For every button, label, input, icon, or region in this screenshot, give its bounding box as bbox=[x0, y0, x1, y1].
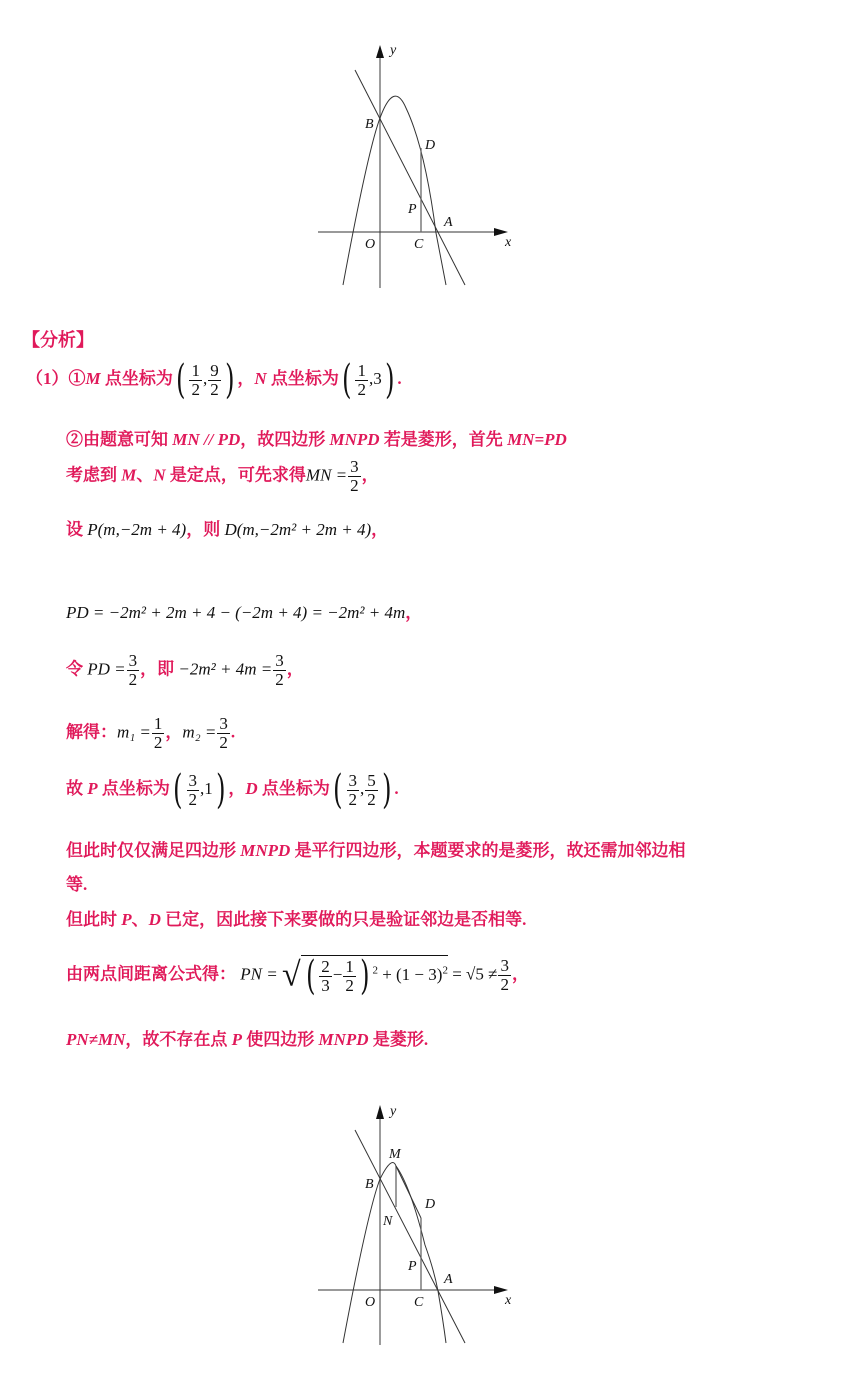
part1-line: （1）①M 点坐标为( $\frac{1}{2}$ , $\frac{9}{2}$ ) ，N 点坐标为( $\frac{1}{2}$ ,3) . bbox=[26, 357, 402, 403]
text: ，故四边形 bbox=[240, 430, 330, 449]
line-4 bbox=[66, 515, 388, 540]
text: ， bbox=[228, 778, 246, 798]
line-9 bbox=[66, 836, 686, 861]
line-12 bbox=[66, 1025, 428, 1050]
svg-text:y: y bbox=[390, 1104, 397, 1119]
text: ，即 bbox=[140, 659, 179, 679]
fraction: $\frac{5}{2}$ bbox=[367, 770, 376, 809]
svg-text:P: P bbox=[408, 1259, 417, 1274]
text: 是菱形. bbox=[368, 1030, 429, 1049]
text: 点坐标为 bbox=[266, 368, 339, 388]
svg-text:O: O bbox=[365, 237, 376, 252]
svg-text:D: D bbox=[425, 138, 436, 153]
text: 、 bbox=[136, 465, 154, 485]
paren: ( bbox=[305, 953, 316, 999]
text: ， bbox=[511, 964, 529, 984]
math-expr: MN = bbox=[305, 465, 348, 485]
math-expr: P(m,−2m + 4) bbox=[87, 520, 187, 539]
svg-text:O: O bbox=[365, 1295, 376, 1310]
paren: ( bbox=[333, 767, 343, 813]
math-expr: m₂ = bbox=[182, 722, 217, 742]
paren: ( bbox=[175, 357, 186, 403]
text: 使四边形 bbox=[242, 1030, 319, 1049]
math-expr: PN = bbox=[240, 964, 278, 984]
text: 点坐标为 bbox=[97, 778, 170, 798]
fraction: $\frac{3}{2}$ bbox=[128, 651, 138, 689]
text: 考虑到 bbox=[66, 465, 122, 485]
text: . bbox=[394, 778, 399, 798]
line-11 bbox=[66, 953, 529, 999]
svg-text:P: P bbox=[408, 202, 417, 217]
point-P: P bbox=[121, 910, 132, 929]
math-expr: PD = −2m² + 2m + 4 − (−2m + 4) = −2m² + 4m bbox=[66, 603, 406, 622]
text: ， bbox=[286, 659, 304, 679]
point-P: P bbox=[87, 778, 98, 798]
text: ， bbox=[371, 520, 389, 539]
text: 设 bbox=[66, 520, 88, 539]
svg-text:B: B bbox=[365, 1177, 374, 1192]
text: ， bbox=[165, 722, 183, 742]
line-9-cont: 等. bbox=[66, 875, 88, 894]
text: ， bbox=[237, 368, 255, 388]
paren: ) bbox=[215, 767, 226, 813]
point-D: D bbox=[245, 778, 258, 798]
text: ， bbox=[361, 465, 379, 485]
math-expr: M bbox=[121, 465, 137, 485]
svg-text:x: x bbox=[505, 1293, 512, 1308]
paren: ) bbox=[224, 357, 235, 403]
paren: ( bbox=[173, 767, 183, 813]
fraction: $\frac{3}{2}$ bbox=[500, 956, 509, 994]
paren: ( bbox=[341, 357, 352, 403]
graph-figure-bottom bbox=[310, 1095, 530, 1365]
svg-text:A: A bbox=[444, 215, 453, 230]
math-expr: MNPD bbox=[318, 1030, 369, 1049]
text: 但此时 bbox=[66, 910, 122, 929]
value: 1 bbox=[204, 778, 213, 798]
svg-text:A: A bbox=[444, 1272, 453, 1287]
text: 但此时仅仅满足四边形 bbox=[66, 841, 241, 860]
math-expr: MN // PD bbox=[172, 430, 241, 449]
text: ， bbox=[405, 603, 423, 622]
text: 故 bbox=[66, 778, 88, 798]
paren: ) bbox=[384, 357, 395, 403]
fraction: $\frac{3}{2}$ bbox=[350, 457, 359, 495]
line-6 bbox=[66, 652, 304, 689]
fraction: $\frac{1}{2}$ bbox=[191, 360, 200, 399]
math-expr: D(m,−2m² + 2m + 4) bbox=[224, 520, 372, 539]
text: 、 bbox=[131, 910, 149, 929]
text: 是平行四边形，本题要求的是菱形，故还需加邻边相 bbox=[290, 841, 686, 860]
line-5 bbox=[66, 598, 422, 623]
text: 是定点，可先求得 bbox=[165, 465, 306, 485]
math-expr: MNPD bbox=[240, 841, 291, 860]
fraction: $\frac{3}{2}$ bbox=[348, 770, 357, 809]
line-3 bbox=[66, 458, 379, 495]
paren: ) bbox=[359, 953, 370, 999]
fraction: $\frac{1}{2}$ bbox=[357, 360, 366, 399]
text: 由两点间距离公式得： bbox=[66, 964, 236, 984]
math-expr: MNPD bbox=[329, 430, 380, 449]
graph-figure-top bbox=[310, 30, 530, 300]
point-N: N bbox=[254, 368, 267, 388]
fraction: $\frac{9}{2}$ bbox=[210, 360, 219, 399]
fraction: $\frac{3}{2}$ bbox=[275, 651, 284, 689]
svg-text:y: y bbox=[390, 43, 397, 58]
text: ，则 bbox=[186, 520, 225, 539]
math-expr: = √5 ≠ bbox=[452, 964, 498, 984]
text: 点坐标为 bbox=[257, 778, 330, 798]
line-7 bbox=[66, 715, 235, 752]
text: 已定，因此接下来要做的只是验证邻边是否相等. bbox=[160, 910, 527, 929]
svg-text:M: M bbox=[389, 1147, 401, 1162]
text: 若是菱形，首先 bbox=[379, 430, 508, 449]
line-8: 故 P 点坐标为( $\frac{3}{2}$ ,1) ，D 点坐标为( $\frac{3}{2}$ , $\frac{5}{2}$ ) . bbox=[66, 767, 399, 813]
paren: ) bbox=[381, 767, 392, 813]
fraction: $\frac{1}{2}$ bbox=[153, 714, 163, 752]
math-expr: m₁ = bbox=[117, 722, 151, 742]
text: . bbox=[230, 722, 236, 742]
svg-text:N: N bbox=[383, 1214, 393, 1229]
line-2 bbox=[66, 425, 567, 450]
math-expr: PN≠MN bbox=[66, 1030, 126, 1049]
text: 点坐标为 bbox=[100, 368, 173, 388]
svg-text:B: B bbox=[365, 117, 374, 132]
sqrt-radicand: ( $\frac{2}{3}$ − $\frac{1}{2}$ ) $^2 + (1 - 3)^2$ bbox=[301, 955, 448, 996]
text: 解得： bbox=[66, 722, 117, 742]
text: ②由题意可知 bbox=[66, 430, 173, 449]
math-expr: PD = bbox=[87, 659, 126, 679]
svg-text:x: x bbox=[505, 235, 512, 250]
text: ，故不存在点 bbox=[125, 1030, 232, 1049]
line-10 bbox=[66, 905, 526, 930]
point-D: D bbox=[148, 910, 161, 929]
value: 3 bbox=[373, 368, 382, 388]
section-header: 【分析】 bbox=[22, 330, 94, 350]
svg-text:C: C bbox=[414, 1295, 424, 1310]
svg-text:C: C bbox=[414, 237, 424, 252]
fraction: $\frac{3}{2}$ bbox=[219, 714, 228, 752]
text: . bbox=[397, 368, 402, 388]
math-expr: MN=PD bbox=[507, 430, 567, 449]
text: 令 bbox=[66, 659, 88, 679]
math-expr: −2m² + 4m = bbox=[178, 659, 273, 679]
svg-text:D: D bbox=[425, 1197, 436, 1212]
point-P: P bbox=[231, 1030, 243, 1049]
fraction: $\frac{3}{2}$ bbox=[188, 770, 197, 809]
sqrt-sign: √ bbox=[281, 956, 301, 994]
part-label: （1）① bbox=[26, 368, 86, 388]
math-expr: N bbox=[153, 465, 166, 485]
point-M: M bbox=[85, 368, 101, 388]
